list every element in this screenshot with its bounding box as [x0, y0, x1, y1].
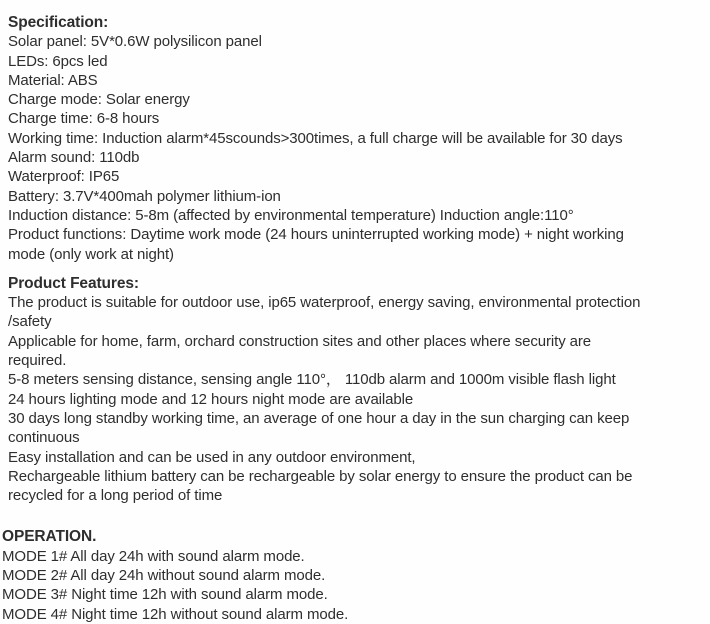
section-operation — [2, 527, 704, 623]
spec-line-battery: Battery: 3.7V*400mah polymer lithium-ion — [8, 187, 281, 205]
feature-line-lighting-mode: 24 hours lighting mode and 12 hours night mode are available — [8, 390, 414, 408]
operation-heading: OPERATION. — [2, 528, 97, 546]
feature-line-recycled-wrap: recycled for a long period of time — [8, 487, 223, 505]
feature-line-applicable: Applicable for home, farm, orchard construction sites and other places where security are — [8, 332, 592, 350]
spec-line-charge-mode: Charge mode: Solar energy — [8, 91, 190, 109]
feature-line-safety-wrap: /safety — [8, 313, 52, 331]
spec-line-solar-panel: Solar panel: 5V*0.6W polysilicon panel — [8, 33, 262, 51]
operation-line-mode-1: MODE 1# All day 24h with sound alarm mode. — [2, 547, 305, 565]
spec-line-leds: LEDs: 6pcs led — [8, 52, 108, 70]
feature-line-required-wrap: required. — [8, 352, 67, 370]
spec-line-product-functions-wrap: mode (only work at night) — [8, 245, 174, 263]
spec-line-product-functions: Product functions: Daytime work mode (24 hours uninterrupted working mode) + night working — [8, 226, 624, 244]
section-specification — [8, 13, 704, 264]
spec-line-induction-distance: Induction distance: 5-8m (affected by environmental temperature) Induction angle:110° — [8, 206, 574, 224]
specification-heading: Specification: — [8, 14, 109, 31]
section-product-features — [8, 274, 704, 506]
spec-line-material: Material: ABS — [8, 71, 98, 89]
product-features-heading: Product Features: — [8, 274, 139, 292]
spec-line-working-time: Working time: Induction alarm*45scounds>300times, a full charge will be available for 30 days — [8, 129, 623, 147]
feature-line-continuous-wrap: continuous — [8, 429, 80, 447]
operation-line-mode-2: MODE 2# All day 24h without sound alarm mode. — [2, 567, 326, 585]
spec-line-charge-time: Charge time: 6-8 hours — [8, 110, 160, 128]
spec-line-alarm-sound: Alarm sound: 110db — [8, 149, 140, 167]
feature-line-outdoor-use: The product is suitable for outdoor use, ip65 waterproof, energy saving, environmental protection — [8, 294, 641, 312]
feature-line-rechargeable: Rechargeable lithium battery can be rechargeable by solar energy to ensure the product can be — [8, 467, 633, 485]
feature-line-standby: 30 days long standby working time, an average of one hour a day in the sun charging can keep — [8, 409, 630, 427]
operation-line-mode-4: MODE 4# Night time 12h without sound alarm mode. — [2, 605, 349, 623]
spec-line-waterproof: Waterproof: IP65 — [8, 168, 120, 186]
feature-line-sensing: 5-8 meters sensing distance, sensing angle 110°， 110db alarm and 1000m visible flash light — [8, 371, 616, 389]
operation-line-mode-3: MODE 3# Night time 12h with sound alarm mode. — [2, 586, 328, 604]
feature-line-installation: Easy installation and can be used in any outdoor environment, — [8, 448, 416, 466]
